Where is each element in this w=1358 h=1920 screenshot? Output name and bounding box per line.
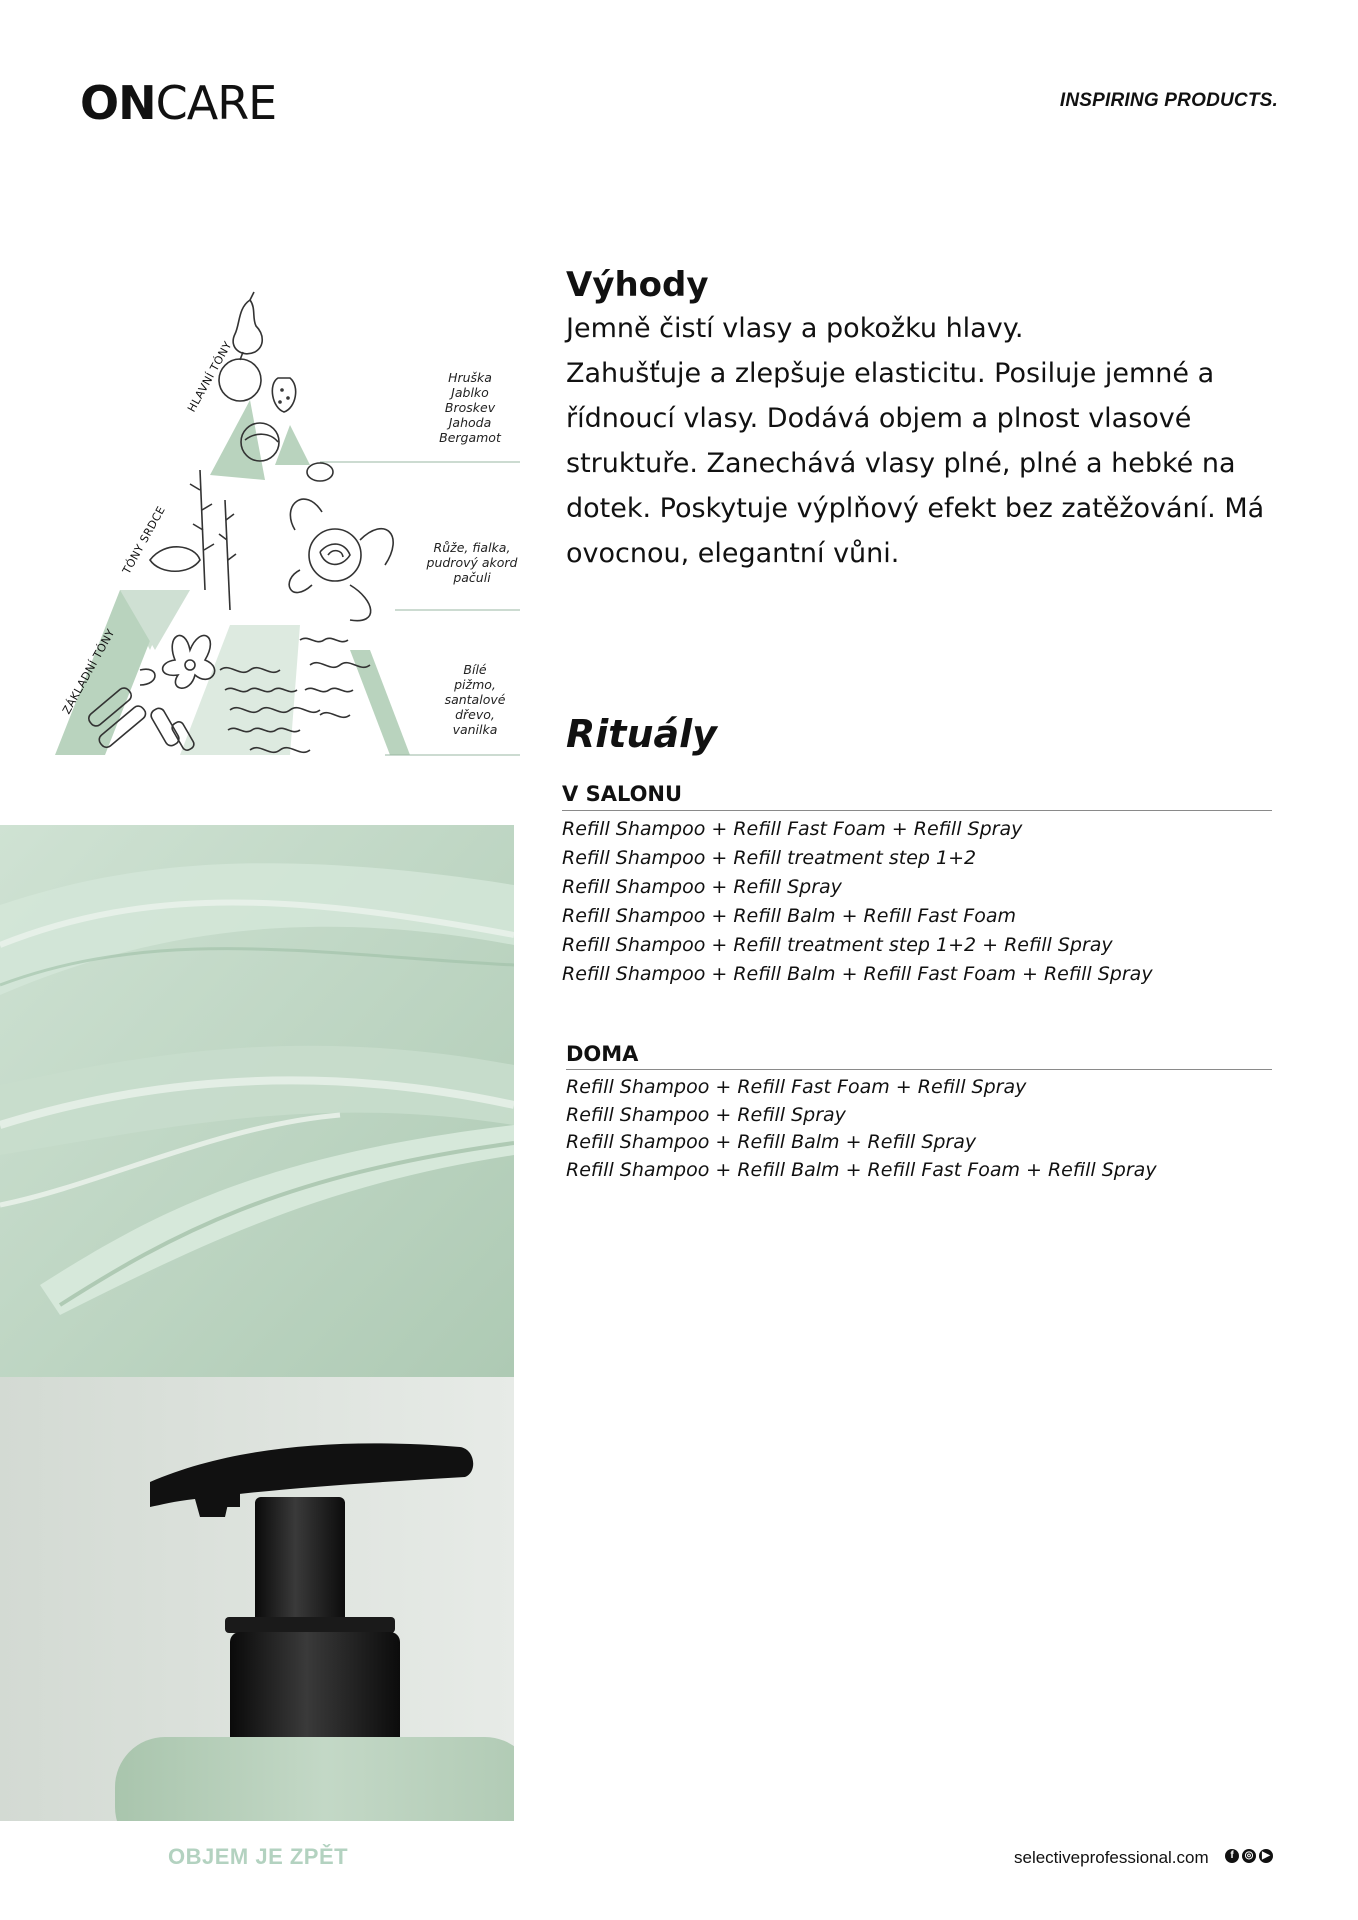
list-item: Refill Shampoo + Refill Balm + Refill Fast Foam + Refill Spray bbox=[562, 963, 1153, 985]
instagram-icon[interactable]: ◎ bbox=[1242, 1849, 1256, 1863]
note-item: dřevo, bbox=[455, 707, 495, 722]
base-notes-list bbox=[435, 662, 515, 737]
note-item: santalové bbox=[444, 692, 506, 707]
note-item: pudrový akord bbox=[426, 555, 518, 570]
salon-heading: V SALONU bbox=[562, 782, 683, 806]
list-item: Refill Shampoo + Refill Balm + Refill Spray bbox=[566, 1131, 977, 1153]
note-item: Bergamot bbox=[439, 430, 501, 445]
footer-slogan: OBJEM JE ZPĚT bbox=[168, 1844, 349, 1869]
website-link[interactable]: selectiveprofessional.com bbox=[1014, 1848, 1209, 1867]
benefits-line: Zahušťuje a zlepšuje elasticitu. Posiluje jemné a bbox=[566, 358, 1215, 389]
list-item: Refill Shampoo + Refill Spray bbox=[562, 876, 842, 898]
home-heading: DOMA bbox=[566, 1042, 639, 1066]
note-item: Broskev bbox=[444, 400, 496, 415]
logo-bold: ON bbox=[80, 76, 156, 130]
heart-notes-list bbox=[422, 540, 522, 585]
brand-logo bbox=[80, 76, 277, 130]
note-item: Hruška bbox=[448, 370, 492, 385]
rituals-title: Rituály bbox=[566, 712, 717, 756]
pump-bottle-graphic bbox=[0, 1377, 514, 1821]
list-item: Refill Shampoo + Refill Fast Foam + Refill Spray bbox=[562, 818, 1023, 840]
note-item: Růže, fialka, bbox=[433, 540, 511, 555]
tier-base-label: ZÁKLADNÍ TÓNY bbox=[60, 626, 118, 717]
tier-top-label: HLAVNÍ TÓNY bbox=[185, 339, 235, 415]
home-rituals-list bbox=[566, 1074, 1157, 1184]
list-item: Refill Shampoo + Refill Balm + Refill Fast Foam bbox=[562, 905, 1016, 927]
pump-bottle-image bbox=[0, 1377, 514, 1821]
cream-texture-image bbox=[0, 825, 514, 1377]
benefits-line: Jemně čistí vlasy a pokožku hlavy. bbox=[566, 313, 1024, 344]
cream-texture-graphic bbox=[0, 825, 514, 1377]
note-item: Bílé bbox=[463, 662, 487, 677]
benefits-title: Výhody bbox=[566, 265, 709, 305]
benefits-line: ovocnou, elegantní vůni. bbox=[566, 538, 900, 569]
benefits-line: struktuře. Zanechává vlasy plné, plné a hebké na bbox=[566, 448, 1236, 479]
home-divider bbox=[566, 1069, 1272, 1070]
facebook-icon[interactable]: f bbox=[1225, 1849, 1239, 1863]
fragrance-pyramid bbox=[50, 290, 530, 770]
note-item: pačuli bbox=[453, 570, 491, 585]
list-item: Refill Shampoo + Refill treatment step 1+2 + Refill Spray bbox=[562, 934, 1113, 956]
list-item: Refill Shampoo + Refill Balm + Refill Fast Foam + Refill Spray bbox=[566, 1158, 1157, 1181]
list-item: Refill Shampoo + Refill treatment step 1+2 bbox=[562, 847, 977, 869]
list-item: Refill Shampoo + Refill Spray bbox=[566, 1103, 846, 1126]
benefits-line: řídnoucí vlasy. Dodává objem a plnost vlasové bbox=[566, 403, 1192, 434]
top-notes-list bbox=[425, 370, 515, 445]
logo-light: CARE bbox=[155, 76, 277, 130]
list-item: Refill Shampoo + Refill Fast Foam + Refill Spray bbox=[566, 1076, 1027, 1098]
note-item: vanilka bbox=[452, 722, 498, 737]
benefits-text bbox=[566, 306, 1266, 576]
tagline: INSPIRING PRODUCTS. bbox=[1059, 90, 1278, 111]
tier-heart-label: TÓNY SRDCE bbox=[120, 503, 169, 577]
salon-divider bbox=[562, 810, 1272, 811]
note-item: Jahoda bbox=[448, 415, 492, 430]
note-item: Jablko bbox=[451, 385, 489, 400]
benefits-line: dotek. Poskytuje výplňový efekt bez zatěžování. Má bbox=[566, 493, 1265, 524]
note-item: pižmo, bbox=[454, 677, 496, 692]
salon-rituals-list bbox=[562, 815, 1153, 989]
youtube-icon[interactable]: ▶ bbox=[1259, 1849, 1273, 1863]
